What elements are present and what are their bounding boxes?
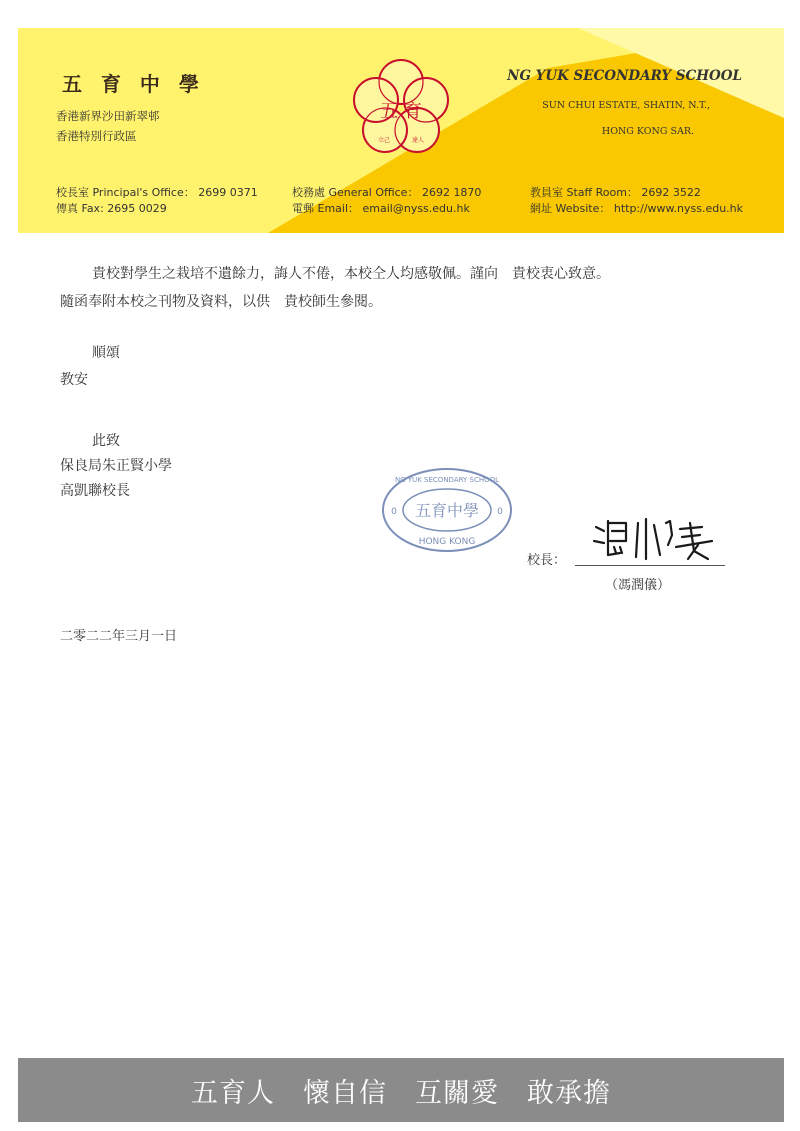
principal-office-phone: 校長室 Principal's Office： 2699 0371 bbox=[56, 186, 258, 199]
fax-number: 傳真 Fax: 2695 0029 bbox=[56, 202, 167, 215]
chinese-address-line-1: 香港新界沙田新翠邨 bbox=[56, 109, 160, 123]
signatory-name: （馮潤儀） bbox=[605, 578, 671, 593]
general-office-phone: 校務處 General Office： 2692 1870 bbox=[292, 186, 482, 199]
letter-date: 二零二二年三月一日 bbox=[60, 629, 178, 644]
school-seal-stamp bbox=[380, 466, 514, 554]
logo-sub-right: 達人 bbox=[411, 137, 425, 144]
school-chinese-name: 五 育 中 學 bbox=[62, 72, 205, 96]
signature-label: 校長： bbox=[527, 553, 567, 568]
letterhead bbox=[18, 28, 784, 233]
salutation: 此致 bbox=[92, 433, 120, 449]
signature-line bbox=[575, 565, 725, 566]
closing-greeting-1: 順頌 bbox=[92, 345, 120, 361]
closing-greeting-2: 教安 bbox=[60, 372, 88, 388]
footer-slogan: 五育人 懷自信 互關愛 敢承擔 bbox=[191, 1077, 611, 1109]
stamp-center-text: 五育中學 bbox=[414, 501, 480, 520]
logo-main-text: 五 育 bbox=[380, 101, 422, 122]
logo-sub-left: 立己 bbox=[377, 137, 391, 144]
svg-text:0: 0 bbox=[391, 507, 397, 517]
english-address-line-2: HONG KONG SAR. bbox=[601, 126, 694, 137]
letter-paragraph-line-2: 隨函奉附本校之刊物及資料，以供 貴校師生參閱。 bbox=[60, 294, 382, 310]
letter-paragraph-line-1: 貴校對學生之栽培不遺餘力，誨人不倦，本校仝人均感敬佩。謹向 貴校衷心致意。 bbox=[92, 266, 610, 282]
school-logo-icon bbox=[351, 58, 451, 158]
svg-text:0: 0 bbox=[497, 507, 503, 517]
english-address-line-1: SUN CHUI ESTATE, SHATIN, N.T., bbox=[542, 100, 710, 111]
staff-room-phone: 教員室 Staff Room： 2692 3522 bbox=[530, 186, 701, 199]
email-address: 電郵 Email： email@nyss.edu.hk bbox=[292, 202, 470, 215]
recipient-school: 保良局朱正賢小學 bbox=[60, 458, 172, 474]
chinese-address-line-2: 香港特別行政區 bbox=[56, 129, 137, 143]
footer-slogan-bar bbox=[18, 1058, 784, 1122]
stamp-bottom-text: HONG KONG bbox=[418, 537, 476, 547]
recipient-name: 高凱聯校長 bbox=[60, 483, 130, 499]
handwritten-signature bbox=[590, 515, 730, 565]
stamp-top-text: NG YUK SECONDARY SCHOOL bbox=[394, 476, 500, 484]
school-english-name: NG YUK SECONDARY SCHOOL bbox=[507, 68, 742, 84]
website-address: 網址 Website： http://www.nyss.edu.hk bbox=[530, 202, 744, 215]
